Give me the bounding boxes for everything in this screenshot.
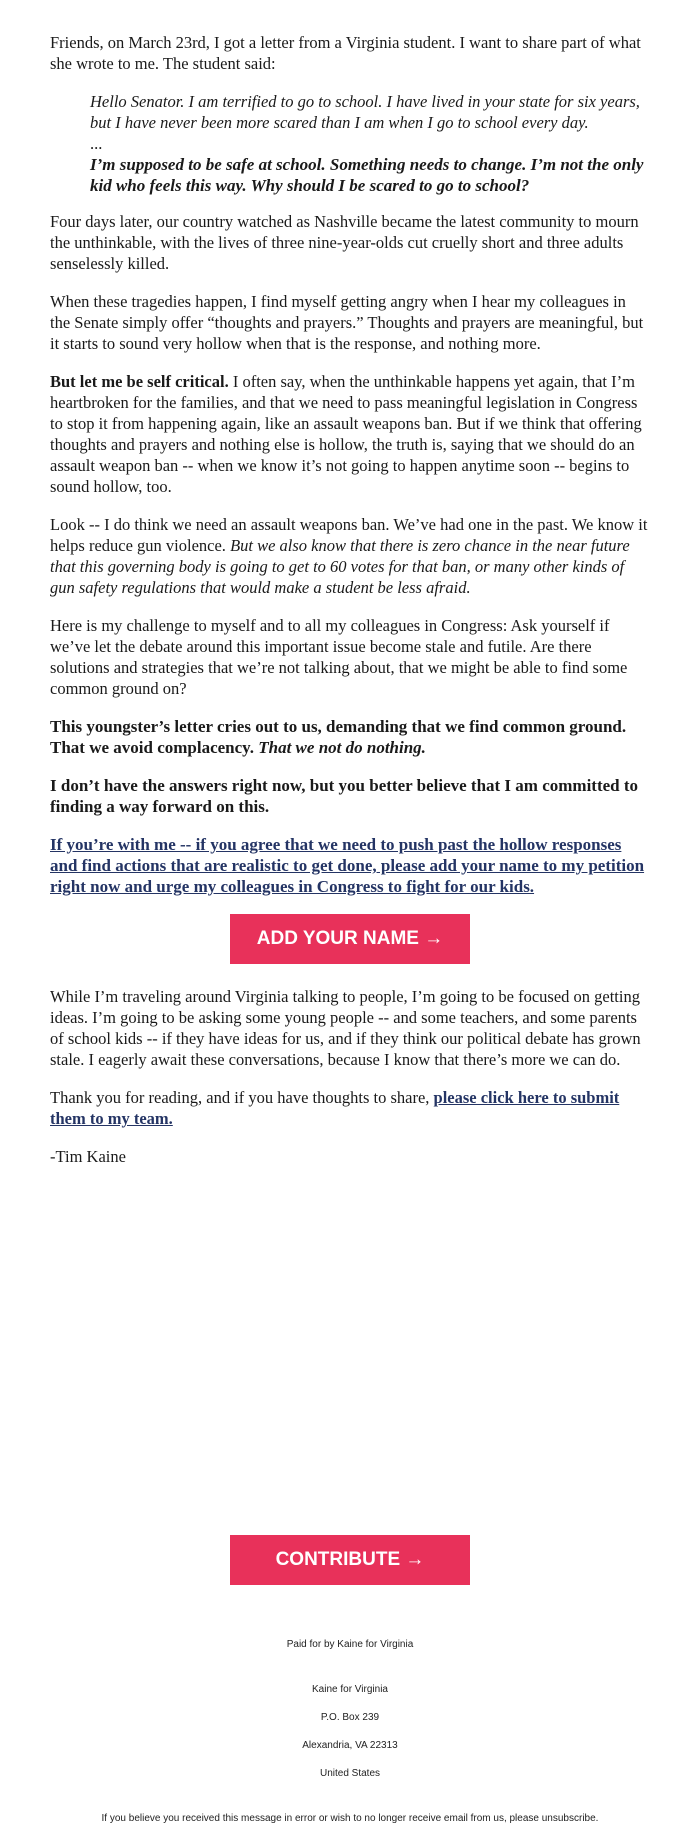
quote-ellipsis: ... <box>90 134 103 153</box>
quote-line-2: I’m supposed to be safe at school. Something needs to change. I’m not the only kid who feels this way. Why should I be scared to go to school? <box>90 155 644 195</box>
po-box: P.O. Box 239 <box>320 1712 380 1723</box>
unsubscribe-text[interactable]: If you believe you received this message in error or wish to no longer receive email from us, please unsubscribe. <box>101 1813 599 1824</box>
thank-you-plain: Thank you for reading, and if you have thoughts to share, <box>50 1088 434 1107</box>
footer-paid-for <box>0 1639 700 1650</box>
paid-for-text: Paid for by Kaine for Virginia <box>286 1639 414 1650</box>
paragraph-traveling: While I’m traveling around Virginia talking to people, I’m going to be focused on getting ideas. I’m going to be asking some young people -- and some teachers, and some parents of school kids -- if they have ideas for us, and if they think our political debate has grown stale. I eagerly await these conversations, because I know that there’s more we can do. <box>50 987 641 1069</box>
paragraph-nashville: Four days later, our country watched as Nashville became the latest community to mourn the unthinkable, with the lives of three nine-year-olds cut cruelly short and three adults senselessly killed. <box>50 212 639 273</box>
assault-weapons-italic: But we also know that there is zero chance in the near future that this governing body is going to get to 60 votes for that ban, or many other kinds of gun safety regulations that would make a student be less afraid. <box>50 536 630 597</box>
youngster-italic: That we not do nothing. <box>258 738 426 757</box>
org-name: Kaine for Virginia <box>312 1684 388 1695</box>
paragraph-youngster <box>50 716 650 758</box>
footer-city <box>0 1740 700 1751</box>
footer-po-box <box>0 1712 700 1723</box>
add-your-name-button[interactable]: ADD YOUR NAME → <box>230 914 470 964</box>
youngster-bold: This youngster’s letter cries out to us, demanding that we find common ground. That we avoid complacency. <box>50 717 627 757</box>
student-quote <box>90 91 650 196</box>
submit-thoughts-link[interactable]: please click here to submit them to my team. <box>50 1088 620 1128</box>
email-body <box>50 32 650 1184</box>
contribute-button[interactable]: CONTRIBUTE → <box>230 1535 470 1585</box>
footer-org-name <box>0 1684 700 1695</box>
assault-weapons-plain: Look -- I do think we need an assault weapons ban. We’ve had one in the past. We know it helps reduce gun violence. <box>50 515 648 555</box>
country: United States <box>319 1768 381 1779</box>
footer-country <box>0 1768 700 1779</box>
self-critical-lead: But let me be self critical. <box>50 372 229 391</box>
city-state-zip: Alexandria, VA 22313 <box>302 1740 398 1751</box>
add-name-button-wrap <box>50 914 650 964</box>
paragraph-intro: Friends, on March 23rd, I got a letter from a Virginia student. I want to share part of what she wrote to me. The student said: <box>50 33 641 73</box>
paragraph-committed: I don’t have the answers right now, but you better believe that I am committed to finding a way forward on this. <box>50 776 639 816</box>
paragraph-challenge: Here is my challenge to myself and to all my colleagues in Congress: Ask yourself if we’ve let the debate around this important issue become stale and futile. Are there solutions and strategies that we’re not talking about, that we might be able to find some common ground on? <box>50 616 628 698</box>
self-critical-rest: I often say, when the unthinkable happens yet again, that I’m heartbroken for the families, and that we need to pass meaningful legislation in Congress to stop it from happening again, like an assault weapons ban. But if we think that offering thoughts and prayers and nothing else is hollow, the truth is, saying that we should do an assault weapon ban -- when we know it’s not going to happen anytime soon -- begins to sound hollow, too. <box>50 372 642 496</box>
petition-link[interactable]: If you’re with me -- if you agree that we need to push past the hollow responses and find actions that are realistic to get done, please add your name to my petition right now and urge my colleagues in Congress to fight for our kids. <box>50 835 645 896</box>
petition-paragraph <box>50 834 650 897</box>
quote-line-1: Hello Senator. I am terrified to go to school. I have lived in your state for six years, but I have never been more scared than I am when I go to school every day. <box>90 92 640 132</box>
paragraph-thoughts-prayers: When these tragedies happen, I find myself getting angry when I hear my colleagues in the Senate simply offer “thoughts and prayers.” Thoughts and prayers are meaningful, but it starts to sound very hollow when that is the response, and nothing more. <box>50 292 644 353</box>
paragraph-thank-you <box>50 1087 650 1129</box>
paragraph-assault-weapons <box>50 514 650 598</box>
signature: -Tim Kaine <box>50 1147 126 1166</box>
footer-unsubscribe <box>0 1813 700 1824</box>
paragraph-self-critical <box>50 371 650 497</box>
